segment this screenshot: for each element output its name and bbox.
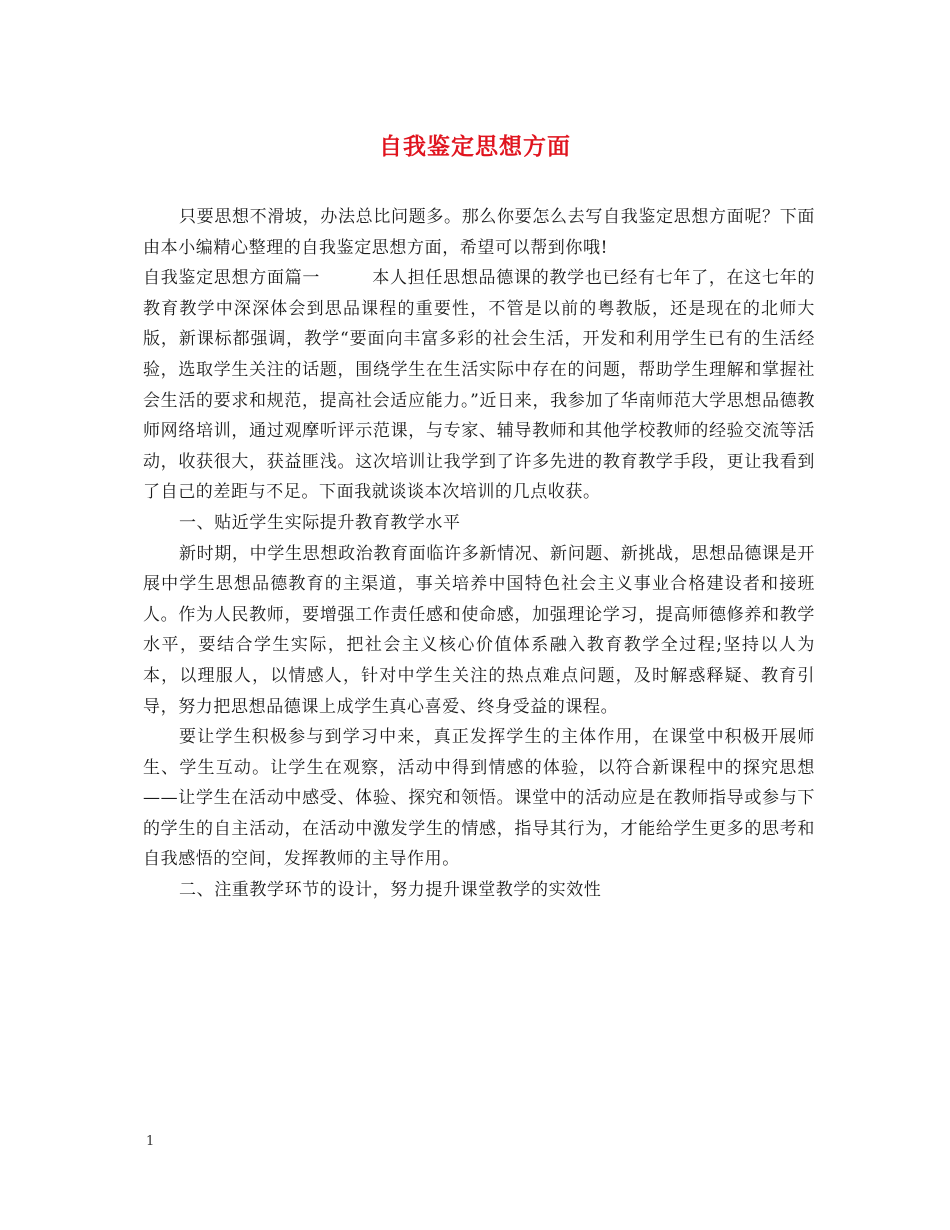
heading-two: 二、注重教学环节的设计，努力提升课堂教学的实效性 bbox=[179, 880, 602, 901]
heading-one: 一、贴近学生实际提升教育教学水平 bbox=[179, 512, 461, 533]
page-number: 1 bbox=[146, 1134, 155, 1149]
document-title: 自我鉴定思想方面 bbox=[379, 133, 571, 160]
section-paragraph bbox=[143, 263, 815, 508]
paragraph-two: 要让学生积极参与到学习中来，真正发挥学生的主体作用，在课堂中积极开展师生、学生互动。让学生在观察，活动中得到情感的体验，以符合新课程中的探究思想——让学生在活动中感受、体验、探究和领悟。课堂中的活动应是在教师指导或参与下的学生的自主活动，在活动中激发学生的情感，指导其行为，才能给学生更多的思考和自我感悟的空间，发挥教师的主导作用。 bbox=[143, 727, 815, 870]
document-body bbox=[143, 202, 815, 906]
section-text: 本人担任思想品德课的教学也已经有七年了，在这七年的教育教学中深深体会到思品课程的重要性，不管是以前的粤教版，还是现在的北师大版，新课标都强调，教学“要面向丰富多彩的社会生活，开发和利用学生已有的生活经验，选取学生关注的话题，围绕学生在生活实际中存在的问题，帮助学生理解和掌握社会生活的要求和规范，提高社会适应能力。”近日来，我参加了华南师范大学思想品德教师网络培训，通过观摩听评示范课，与专家、辅导教师和其他学校教师的经验交流等活动，收获很大，获益匪浅。这次培训让我学到了许多先进的教育教学手段，更让我看到了自己的差距与不足。下面我就谈谈本次培训的几点收获。 bbox=[143, 268, 816, 503]
intro-paragraph: 只要思想不滑坡，办法总比问题多。那么你要怎么去写自我鉴定思想方面呢？下面由本小编精心整理的自我鉴定思想方面，希望可以帮到你哦! bbox=[143, 207, 815, 258]
section-label: 自我鉴定思想方面篇一 bbox=[143, 268, 321, 289]
paragraph-one: 新时期，中学生思想政治教育面临许多新情况、新问题、新挑战，思想品德课是开展中学生思想品德教育的主渠道，事关培养中国特色社会主义事业合格建设者和接班人。作为人民教师，要增强工作责任感和使命感，加强理论学习，提高师德修养和教学水平，要结合学生实际，把社会主义核心价值体系融入教育教学全过程;坚持以人为本，以理服人，以情感人，针对中学生关注的热点难点问题，及时解惑释疑、教育引导，努力把思想品德课上成学生真心喜爱、终身受益的课程。 bbox=[143, 543, 815, 717]
